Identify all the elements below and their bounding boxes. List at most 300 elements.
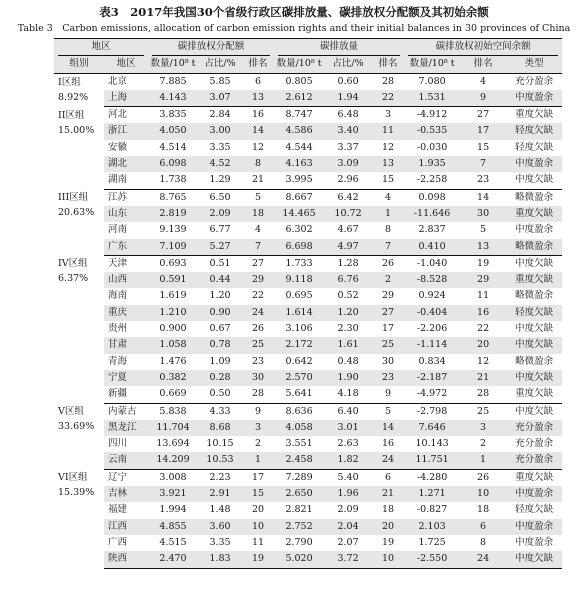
- cell-balance-qty: 0.834: [418, 355, 446, 367]
- group-name: II区组: [58, 109, 85, 121]
- cell-balance-type: 中度盈余: [515, 536, 554, 548]
- table-title-english: Table 3 Carbon emissions, allocation of carbon emission rights and their initial balances in 30 provinces of China: [17, 23, 571, 34]
- cell-alloc-rank: 7: [242, 239, 274, 256]
- cell-emis-pct: 0.48: [337, 355, 359, 367]
- cell-alloc-rank: 10: [251, 520, 265, 532]
- cell-alloc-qty: 2.819: [159, 207, 187, 219]
- table-row: [54, 502, 562, 518]
- cell-emis-rank: 2: [385, 274, 392, 286]
- cell-alloc-qty: 4.143: [148, 90, 198, 107]
- group-name: V区组: [58, 406, 84, 418]
- cell-alloc-qty: 5.838: [159, 405, 187, 417]
- cell-alloc-rank: 6: [255, 75, 262, 87]
- cell-emis-qty: 9.118: [285, 274, 313, 286]
- header-area: 地区: [104, 56, 148, 73]
- table-row: [54, 206, 562, 222]
- cell-balance-rank: 24: [460, 551, 506, 568]
- cell-alloc-rank: 12: [251, 141, 265, 153]
- cell-balance-rank: 7: [480, 158, 487, 170]
- cell-emis-pct: 6.42: [337, 191, 359, 203]
- header-qty-emis: 数量/10⁸ t: [274, 56, 324, 73]
- cell-balance-type: 中度欠缺: [506, 551, 562, 568]
- cell-province: 青海: [108, 355, 128, 367]
- cell-balance-type: 略微盈余: [515, 355, 554, 367]
- cell-province: 广东: [104, 239, 148, 256]
- cell-balance-rank: 29: [477, 274, 490, 286]
- cell-emis-rank: 13: [382, 158, 395, 170]
- cell-province: 云南: [104, 452, 148, 469]
- header-qty-alloc: 数量/10⁸ t: [148, 56, 198, 73]
- cell-emis-rank: 1: [385, 207, 392, 219]
- cell-emis-rank: 25: [382, 339, 395, 351]
- cell-balance-rank: 16: [477, 306, 490, 318]
- cell-emis-pct: 1.28: [337, 257, 359, 269]
- cell-province: 宁夏: [108, 371, 128, 383]
- cell-emis-pct: 4.67: [337, 224, 359, 236]
- cell-balance-rank: 17: [477, 125, 490, 137]
- table-row: [54, 535, 562, 551]
- cell-alloc-rank: 18: [251, 207, 265, 219]
- cell-emis-qty: 2.821: [285, 504, 313, 516]
- cell-alloc-qty: 1.476: [159, 355, 187, 367]
- cell-province: 陕西: [104, 551, 148, 568]
- cell-alloc-qty: 1.210: [159, 306, 187, 318]
- cell-balance-type: 轻度欠缺: [515, 141, 554, 153]
- table-row: [54, 90, 562, 107]
- cell-balance-rank: 28: [460, 386, 506, 403]
- table-row: [54, 469, 562, 486]
- table-row: [54, 519, 562, 535]
- cell-alloc-rank: 11: [251, 536, 265, 548]
- cell-emis-rank: 21: [382, 488, 395, 500]
- cell-alloc-rank: 21: [242, 172, 274, 189]
- cell-province: 北京: [108, 75, 128, 87]
- cell-emis-rank: 12: [382, 141, 395, 153]
- cell-emis-rank: 14: [382, 421, 395, 433]
- cell-balance-rank: 21: [477, 371, 490, 383]
- cell-alloc-qty: 13.694: [156, 438, 190, 450]
- cell-balance-type: 重度欠缺: [515, 471, 554, 483]
- cell-balance-type: 重度欠缺: [515, 274, 554, 286]
- cell-balance-qty: -2.798: [416, 405, 448, 417]
- table-row: [54, 337, 562, 353]
- header-rank-emis: 排名: [372, 56, 404, 73]
- cell-alloc-pct: 1.83: [198, 551, 242, 568]
- cell-alloc-pct: 1.48: [209, 504, 231, 516]
- table-row: [54, 370, 562, 386]
- group-percentage: 8.92%: [58, 91, 89, 103]
- cell-emis-rank: 15: [372, 172, 404, 189]
- cell-balance-qty: 7.080: [418, 75, 446, 87]
- cell-province: 江苏: [108, 191, 128, 203]
- header-allocation: 碳排放权分配额: [148, 39, 274, 57]
- cell-emis-pct: 2.63: [337, 438, 359, 450]
- cell-balance-rank: 4: [480, 75, 487, 87]
- cell-alloc-pct: 2.84: [209, 109, 231, 121]
- cell-balance-type: 中度欠缺: [515, 405, 554, 417]
- cell-emis-rank: 28: [382, 75, 395, 87]
- cell-emis-pct: 1.90: [337, 371, 359, 383]
- cell-emis-qty: 2.752: [285, 520, 313, 532]
- cell-emis-qty: 5.641: [274, 386, 324, 403]
- cell-alloc-rank: 29: [251, 274, 265, 286]
- cell-emis-qty: 1.733: [285, 257, 313, 269]
- cell-balance-type: 充分盈余: [515, 438, 554, 450]
- group-label: [54, 107, 104, 189]
- table-row: [54, 222, 562, 238]
- cell-emis-pct: 10.72: [334, 207, 362, 219]
- cell-province: 黑龙江: [108, 421, 137, 433]
- cell-alloc-pct: 10.15: [206, 438, 234, 450]
- cell-balance-qty: 2.103: [418, 520, 446, 532]
- cell-province: 贵州: [108, 323, 128, 335]
- cell-emis-pct: 4.97: [324, 239, 372, 256]
- cell-balance-type: 重度欠缺: [515, 109, 554, 121]
- table-row: [54, 354, 562, 370]
- cell-alloc-pct: 6.50: [209, 191, 231, 203]
- table-row: [54, 321, 562, 337]
- header-pct-emis: 占比/%: [324, 56, 372, 73]
- cell-emis-qty: 14.465: [282, 207, 316, 219]
- cell-alloc-qty: 3.835: [159, 109, 187, 121]
- table-row: [54, 189, 562, 206]
- cell-emis-pct: 3.09: [337, 158, 359, 170]
- cell-balance-rank: 5: [480, 224, 487, 236]
- cell-emis-qty: 1.614: [285, 306, 313, 318]
- cell-alloc-rank: 17: [251, 471, 265, 483]
- cell-balance-rank: 13: [460, 239, 506, 256]
- cell-alloc-pct: 1.20: [209, 290, 231, 302]
- cell-balance-rank: 22: [477, 323, 490, 335]
- cell-emis-rank: 10: [372, 551, 404, 568]
- group-label: [54, 189, 104, 255]
- cell-emis-qty: 4.163: [285, 158, 313, 170]
- cell-balance-qty: 1.531: [404, 90, 460, 107]
- cell-province: 福建: [108, 504, 128, 516]
- group-label: [54, 73, 104, 107]
- cell-emis-rank: 30: [382, 355, 395, 367]
- cell-emis-pct: 0.60: [337, 75, 359, 87]
- cell-emis-rank: 24: [372, 452, 404, 469]
- group-label: [54, 403, 104, 469]
- cell-alloc-qty: 3.921: [159, 488, 187, 500]
- cell-alloc-pct: 5.27: [198, 239, 242, 256]
- cell-balance-qty: -2.550: [404, 551, 460, 568]
- cell-province: 内蒙古: [108, 405, 137, 417]
- cell-alloc-qty: 14.209: [148, 452, 198, 469]
- cell-alloc-pct: 0.67: [209, 323, 231, 335]
- cell-province: 上海: [104, 90, 148, 107]
- cell-alloc-rank: 26: [251, 323, 265, 335]
- group-name: I区组: [58, 76, 81, 88]
- cell-province: 山西: [108, 274, 128, 286]
- cell-alloc-pct: 3.35: [209, 536, 231, 548]
- header-rank-bal: 排名: [460, 56, 506, 73]
- cell-balance-qty: 2.837: [418, 224, 446, 236]
- cell-emis-qty: 2.612: [274, 90, 324, 107]
- cell-balance-qty: -4.280: [416, 471, 448, 483]
- cell-emis-rank: 26: [382, 257, 395, 269]
- cell-alloc-qty: 4.515: [159, 536, 187, 548]
- cell-balance-rank: 6: [480, 520, 487, 532]
- cell-alloc-pct: 0.50: [198, 386, 242, 403]
- cell-balance-rank: 11: [477, 290, 490, 302]
- cell-alloc-pct: 3.60: [209, 520, 231, 532]
- cell-emis-qty: 0.642: [285, 355, 313, 367]
- cell-balance-type: 中度欠缺: [515, 257, 554, 269]
- cell-balance-type: 充分盈余: [506, 452, 562, 469]
- cell-emis-pct: 1.20: [337, 306, 359, 318]
- cell-balance-qty: -2.187: [416, 371, 448, 383]
- cell-balance-type: 略微盈余: [515, 191, 554, 203]
- cell-balance-rank: 8: [480, 536, 487, 548]
- table-row: [54, 156, 562, 172]
- cell-balance-qty: 1.271: [418, 488, 446, 500]
- cell-balance-type: 充分盈余: [515, 75, 554, 87]
- table-row: [54, 123, 562, 139]
- cell-emis-qty: 3.106: [285, 323, 313, 335]
- cell-alloc-qty: 8.765: [159, 191, 187, 203]
- cell-alloc-qty: 0.900: [159, 323, 187, 335]
- cell-emis-pct: 3.01: [337, 421, 359, 433]
- cell-alloc-pct: 6.77: [209, 224, 231, 236]
- cell-emis-pct: 3.37: [337, 141, 359, 153]
- cell-alloc-qty: 2.470: [148, 551, 198, 568]
- cell-balance-type: 中度欠缺: [515, 339, 554, 351]
- cell-balance-qty: -2.258: [404, 172, 460, 189]
- table-row: [54, 305, 562, 321]
- table-row: [54, 436, 562, 452]
- cell-balance-rank: 10: [477, 488, 490, 500]
- cell-alloc-rank: 5: [255, 191, 262, 203]
- cell-alloc-pct: 3.35: [209, 141, 231, 153]
- cell-emis-pct: 5.40: [337, 471, 359, 483]
- cell-emis-qty: 8.747: [285, 109, 313, 121]
- cell-emis-pct: 6.76: [337, 274, 359, 286]
- cell-alloc-pct: 0.90: [209, 306, 231, 318]
- cell-alloc-rank: 4: [255, 224, 262, 236]
- cell-alloc-rank: 25: [251, 339, 265, 351]
- cell-province: 江西: [108, 520, 128, 532]
- cell-emis-rank: 7: [372, 239, 404, 256]
- cell-balance-rank: 12: [477, 355, 490, 367]
- cell-balance-type: 略微盈余: [506, 239, 562, 256]
- cell-alloc-rank: 22: [251, 290, 265, 302]
- cell-emis-qty: 2.458: [274, 452, 324, 469]
- cell-alloc-rank: 20: [251, 504, 265, 516]
- cell-emis-pct: 4.18: [324, 386, 372, 403]
- cell-alloc-rank: 23: [251, 355, 265, 367]
- cell-province: 海南: [108, 290, 128, 302]
- cell-alloc-qty: 9.139: [159, 224, 187, 236]
- cell-alloc-rank: 27: [251, 257, 265, 269]
- cell-province: 甘肃: [108, 339, 128, 351]
- cell-alloc-pct: 0.51: [209, 257, 231, 269]
- cell-province: 湖南: [104, 172, 148, 189]
- cell-balance-rank: 19: [477, 257, 490, 269]
- cell-alloc-pct: 1.29: [198, 172, 242, 189]
- cell-emis-pct: 2.96: [324, 172, 372, 189]
- cell-emis-pct: 3.40: [337, 125, 359, 137]
- cell-balance-qty: -2.206: [416, 323, 448, 335]
- cell-emis-qty: 2.650: [285, 488, 313, 500]
- table-row: [54, 73, 562, 90]
- table-row: [54, 452, 562, 469]
- cell-balance-qty: -0.404: [416, 306, 448, 318]
- cell-emis-rank: 23: [382, 371, 395, 383]
- cell-emis-qty: 8.636: [285, 405, 313, 417]
- cell-alloc-rank: 1: [242, 452, 274, 469]
- cell-province: 河南: [108, 224, 128, 236]
- cell-alloc-qty: 7.109: [148, 239, 198, 256]
- table-row: [54, 272, 562, 288]
- cell-alloc-qty: 0.382: [159, 371, 187, 383]
- cell-alloc-rank: 16: [251, 109, 265, 121]
- cell-emis-qty: 6.302: [285, 224, 313, 236]
- table-row: [54, 386, 562, 403]
- cell-emis-qty: 4.586: [285, 125, 313, 137]
- group-percentage: 15.00%: [58, 124, 95, 136]
- header-row-1: [54, 39, 562, 57]
- cell-balance-rank: 25: [477, 405, 490, 417]
- cell-balance-type: 中度欠缺: [506, 172, 562, 189]
- cell-balance-rank: 15: [477, 141, 490, 153]
- header-group: 组别: [54, 56, 104, 73]
- cell-balance-rank: 1: [460, 452, 506, 469]
- table-row: [54, 255, 562, 272]
- cell-alloc-qty: 0.669: [148, 386, 198, 403]
- cell-alloc-pct: 0.44: [209, 274, 231, 286]
- cell-balance-qty: -4.912: [416, 109, 448, 121]
- cell-alloc-pct: 4.33: [209, 405, 231, 417]
- cell-emis-pct: 1.94: [324, 90, 372, 107]
- cell-alloc-qty: 1.738: [148, 172, 198, 189]
- cell-alloc-qty: 11.704: [156, 421, 190, 433]
- cell-alloc-qty: 0.591: [159, 274, 187, 286]
- cell-balance-rank: 30: [477, 207, 490, 219]
- cell-alloc-rank: 3: [255, 421, 262, 433]
- cell-province: 辽宁: [108, 471, 128, 483]
- cell-alloc-qty: 4.855: [159, 520, 187, 532]
- cell-balance-rank: 18: [477, 504, 490, 516]
- cell-emis-pct: 2.09: [337, 504, 359, 516]
- cell-alloc-pct: 4.52: [209, 158, 231, 170]
- cell-emis-rank: 8: [385, 224, 392, 236]
- cell-emis-qty: 2.172: [285, 339, 313, 351]
- cell-alloc-rank: 30: [251, 371, 265, 383]
- cell-emis-rank: 27: [382, 306, 395, 318]
- cell-balance-rank: 14: [477, 191, 490, 203]
- cell-alloc-rank: 28: [242, 386, 274, 403]
- cell-balance-qty: 1.725: [418, 536, 446, 548]
- cell-balance-qty: 10.143: [415, 438, 449, 450]
- cell-balance-type: 中度盈余: [515, 488, 554, 500]
- cell-emis-qty: 3.995: [274, 172, 324, 189]
- header-emissions: 碳排放量: [274, 39, 404, 57]
- cell-emis-qty: 3.551: [285, 438, 313, 450]
- cell-alloc-qty: 1.619: [159, 290, 187, 302]
- cell-province: 河北: [108, 109, 128, 121]
- cell-alloc-qty: 4.050: [159, 125, 187, 137]
- cell-emis-rank: 3: [385, 109, 392, 121]
- table-row: [54, 239, 562, 256]
- cell-alloc-rank: 9: [255, 405, 262, 417]
- cell-balance-qty: 0.410: [404, 239, 460, 256]
- cell-emis-rank: 29: [382, 290, 395, 302]
- cell-alloc-rank: 13: [242, 90, 274, 107]
- table-row: [54, 420, 562, 436]
- cell-balance-rank: 23: [460, 172, 506, 189]
- cell-balance-qty: -0.535: [416, 125, 448, 137]
- cell-balance-type: 中度盈余: [515, 224, 554, 236]
- cell-emis-pct: 2.04: [337, 520, 359, 532]
- cell-balance-type: 中度盈余: [506, 90, 562, 107]
- header-row-2: [54, 56, 562, 73]
- header-pct-alloc: 占比/%: [198, 56, 242, 73]
- cell-balance-rank: 2: [480, 438, 487, 450]
- cell-balance-type: 中度盈余: [515, 158, 554, 170]
- cell-alloc-qty: 1.994: [159, 504, 187, 516]
- cell-province: 山东: [108, 207, 128, 219]
- group-percentage: 20.63%: [58, 207, 95, 219]
- cell-alloc-qty: 6.098: [159, 158, 187, 170]
- cell-alloc-rank: 15: [251, 488, 265, 500]
- cell-emis-pct: 3.72: [324, 551, 372, 568]
- cell-balance-rank: 27: [477, 109, 490, 121]
- header-rank-alloc: 排名: [242, 56, 274, 73]
- cell-balance-type: 重度欠缺: [515, 207, 554, 219]
- table-row: [54, 140, 562, 156]
- cell-alloc-pct: 1.09: [209, 355, 231, 367]
- cell-alloc-pct: 5.85: [209, 75, 231, 87]
- cell-alloc-qty: 4.514: [159, 141, 187, 153]
- header-balance: 碳排放权初始空间余额: [404, 39, 562, 57]
- cell-province: 安徽: [108, 141, 128, 153]
- table-row: [54, 288, 562, 304]
- cell-emis-rank: 19: [382, 536, 395, 548]
- cell-balance-rank: 26: [477, 471, 490, 483]
- cell-emis-pct: 2.30: [337, 323, 359, 335]
- cell-emis-rank: 16: [382, 438, 395, 450]
- cell-province: 新疆: [104, 386, 148, 403]
- cell-emis-rank: 20: [382, 520, 395, 532]
- cell-province: 重庆: [108, 306, 128, 318]
- cell-alloc-pct: 8.68: [209, 421, 231, 433]
- cell-balance-qty: -11.646: [413, 207, 451, 219]
- cell-emis-pct: 1.61: [337, 339, 359, 351]
- cell-province: 吉林: [108, 488, 128, 500]
- cell-emis-pct: 6.40: [337, 405, 359, 417]
- group-name: VI区组: [58, 472, 88, 484]
- cell-emis-qty: 2.790: [285, 536, 313, 548]
- cell-emis-qty: 7.289: [285, 471, 313, 483]
- cell-alloc-pct: 2.23: [209, 471, 231, 483]
- table-title-chinese: 表3 2017年我国30个省级行政区碳排放量、碳排放权分配额及其初始余额: [99, 5, 489, 19]
- group-percentage: 6.37%: [58, 273, 89, 285]
- cell-balance-qty: 11.751: [404, 452, 460, 469]
- cell-province: 湖北: [108, 158, 128, 170]
- cell-balance-rank: 20: [477, 339, 490, 351]
- cell-alloc-pct: 0.78: [209, 339, 231, 351]
- cell-alloc-qty: 3.008: [159, 471, 187, 483]
- data-table: [54, 38, 562, 569]
- cell-balance-type: 中度盈余: [515, 520, 554, 532]
- cell-alloc-rank: 19: [242, 551, 274, 568]
- cell-emis-pct: 1.82: [324, 452, 372, 469]
- group-name: III区组: [58, 192, 89, 204]
- cell-balance-type: 中度欠缺: [515, 323, 554, 335]
- cell-emis-rank: 17: [382, 323, 395, 335]
